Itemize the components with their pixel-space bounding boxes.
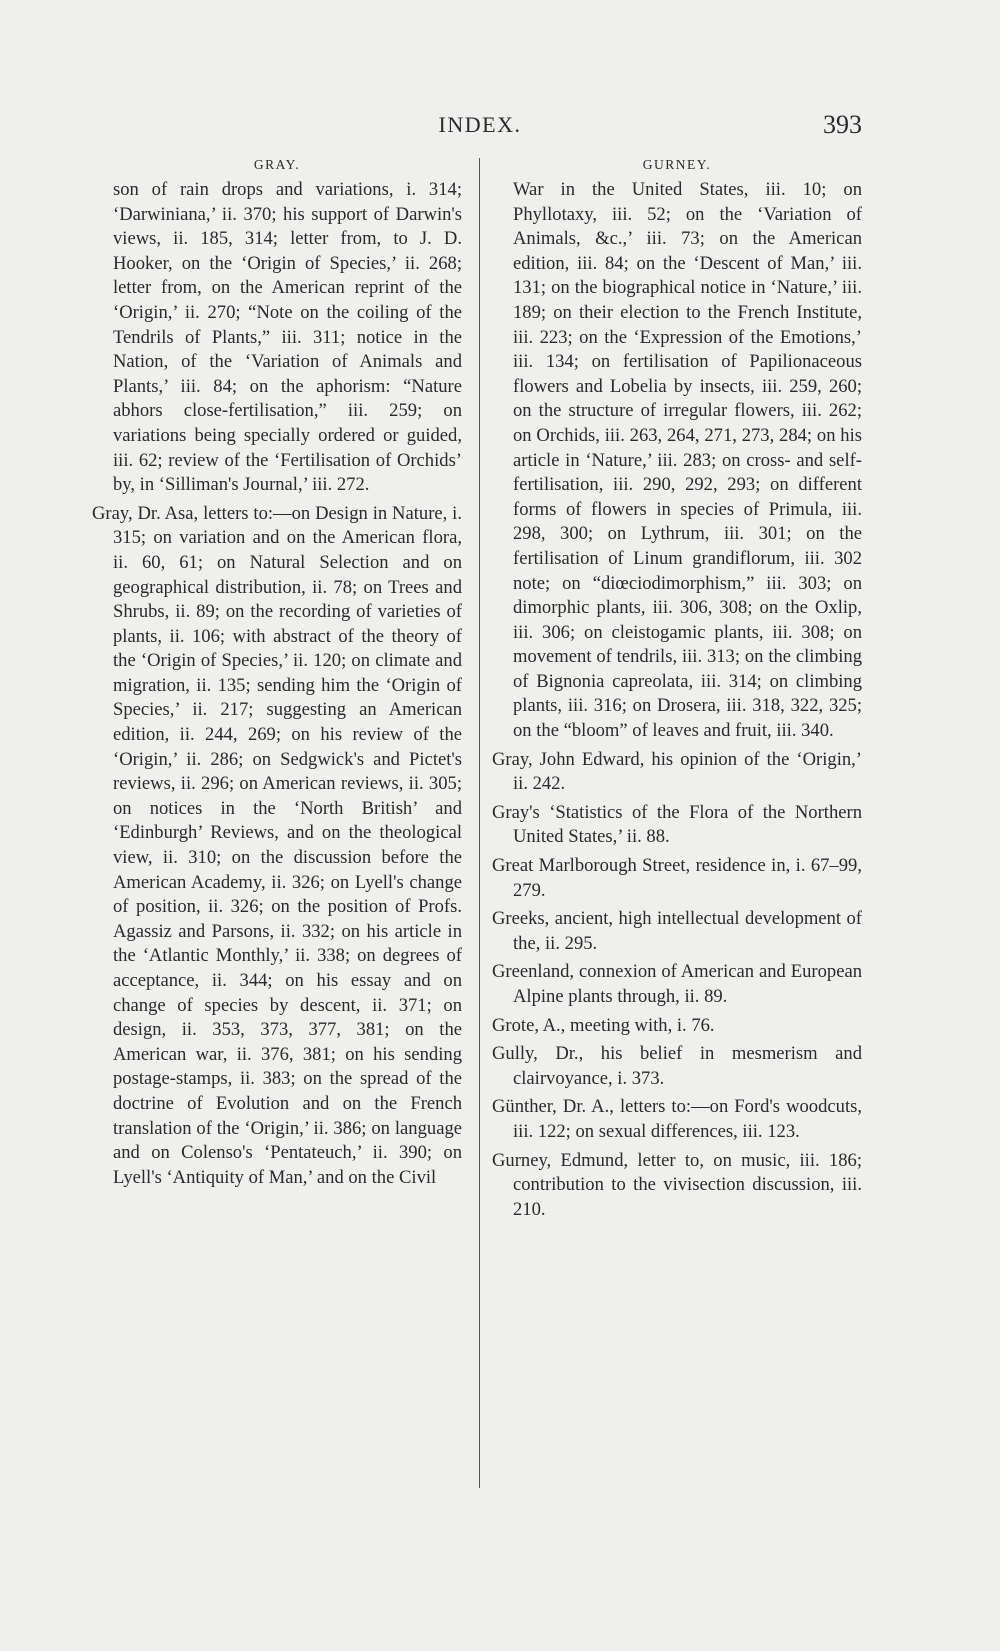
index-entry: Greenland, connexion of American and European Alpine plants through, ii. 89. (492, 961, 862, 1007)
right-column-heading: GURNEY. (642, 157, 712, 172)
index-entry: Gray, John Edward, his opinion of the ‘Origin,’ ii. 242. (492, 748, 862, 795)
index-entry: Günther, Dr. A., letters to:—on Ford's woodcuts, iii. 122; on sexual differences, iii. 123. (492, 1096, 862, 1142)
index-entry: Gurney, Edmund, letter to, on music, iii. 186; contribution to the vivisection discussion, iii. 210. (492, 1149, 862, 1220)
column-divider (479, 158, 480, 1488)
index-entry: Great Marlborough Street, residence in, i. 67–99, 279. (492, 855, 862, 901)
index-entry: Gray's ‘Statistics of the Flora of the Northern United States,’ ii. 88. (492, 801, 862, 848)
index-entry: Gray, Dr. Asa, letters to:—on Design in Nature, i. 315; on variation and on the American flora, ii. 60, 61; on Natural Selection and on geographical distribution, ii. 78; on Trees and Shrubs, ii. 89; on the recording of varieties of plants, ii. 106; with abstract of the theory of the ‘Origin of Species,’ ii. 120; on climate and migration, ii. 135; sending him the ‘Origin of Species,’ ii. 217; suggesting an American edition, ii. 244, 269; on his review of the ‘Origin,’ ii. 286; on Sedgwick's and Pictet's reviews, ii. 296; on American reviews, ii. 305; on notices in the ‘North British’ and ‘Edinburgh’ Reviews, and on the theological view, ii. 310; on the discussion before the American Academy, ii. 326; on Lyell's change of position, ii. 326; on the position of Profs. Agassiz and Parsons, ii. 332; on his article in the ‘Atlantic Monthly,’ ii. 338; on degrees of acceptance, ii. 344; on his essay and on change of species by descent, ii. 371; on design, ii. 353, 373, 377, 381; on the American war, ii. 376, 381; on his sending postage-stamps, ii. 383; on the spread of the doctrine of Evolution and on the French translation of the ‘Origin,’ ii. 386; on language and on Colenso's ‘Pentateuch,’ ii. 390; on Lyell's ‘Antiquity of Man,’ and on the Civil (92, 502, 462, 1188)
page-number: 393 (823, 110, 862, 139)
right-column (492, 154, 862, 1222)
page-header (92, 108, 868, 140)
index-entry: War in the United States, iii. 10; on Phyllotaxy, iii. 52; on the ‘Variation of Animals, &c.,’ iii. 73; on the American edition, iii. 84; on the ‘Descent of Man,’ iii. 131; on the biographical notice in ‘Nature,’ iii. 189; on their election to the French Institute, iii. 223; on the ‘Expression of the Emotions,’ iii. 134; on fertilisation of Papilionaceous flowers and Lobelia by insects, iii. 259, 260; on the structure of irregular flowers, iii. 262; on Orchids, iii. 263, 264, 271, 273, 284; on his article in ‘Nature,’ iii. 283; on cross- and self-fertilisation, iii. 290, 292, 293; on different forms of flowers in species of Primula, iii. 298, 300; on Lythrum, iii. 301; on the fertilisation of Linum grandiflorum, iii. 302 note; on “diœciodimorphism,” iii. 303; on dimorphic plants, iii. 306, 308; on the Oxlip, iii. 306; on cleistogamic plants, iii. 308; on movement of tendrils, iii. 313; on the climbing of Bignonia capreolata, iii. 314; on climbing plants, iii. 316; on Drosera, iii. 318, 322, 325; on the “bloom” of leaves and fruit, iii. 340. (513, 179, 862, 742)
index-entry: Grote, A., meeting with, i. 76. (492, 1014, 715, 1036)
index-entry: son of rain drops and variations, i. 314; ‘Darwiniana,’ ii. 370; his support of Darwin's views, ii. 185, 314; letter from, to J. D. Hooker, on the ‘Origin of Species,’ ii. 268; letter from, on the American reprint of the ‘Origin,’ ii. 270; “Note on the coiling of the Tendrils of Plants,” iii. 311; notice in the Nation, of the ‘Variation of Animals and Plants,’ iii. 84; on the aphorism: “Nature abhors close-fertilisation,” iii. 259; on variations being specially ordered or guided, iii. 62; review of the ‘Fertilisation of Orchids’ by, in ‘Silliman's Journal,’ iii. 272. (113, 179, 462, 496)
left-column-heading: GRAY. (253, 157, 301, 172)
index-entry: Gully, Dr., his belief in mesmerism and clairvoyance, i. 373. (492, 1043, 862, 1089)
running-title: INDEX. (438, 112, 522, 137)
index-entry: Greeks, ancient, high intellectual development of the, ii. 295. (492, 908, 862, 954)
left-column (92, 154, 462, 1190)
